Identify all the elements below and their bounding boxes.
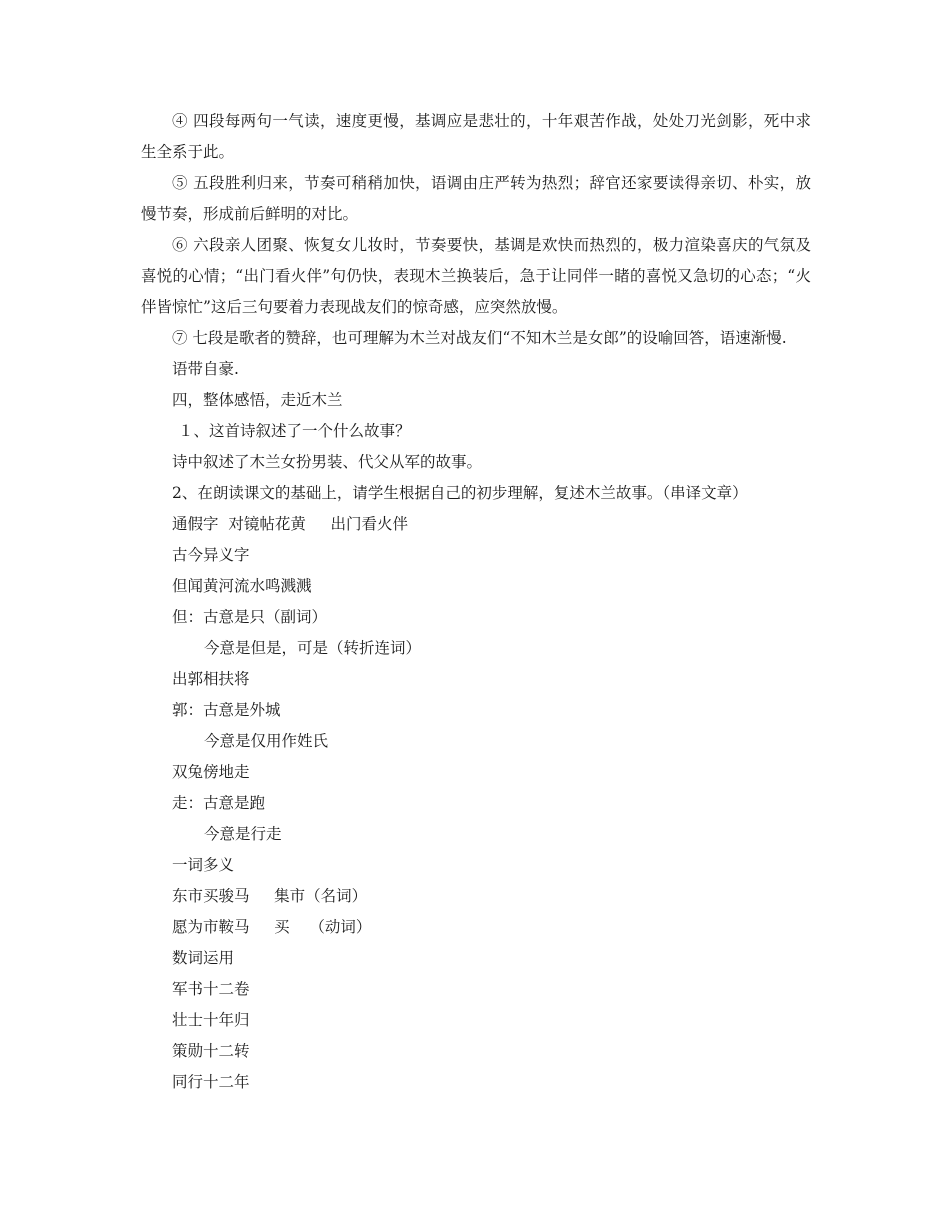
tongjia-line: 通假字 对镜帖花黄 出门看火伴	[172, 515, 408, 533]
example-3-old-meaning: 走：古意是跑	[172, 794, 266, 812]
example-1-old-meaning: 但：古意是只（副词）	[172, 608, 328, 626]
example-2-new-meaning: 今意是仅用作姓氏	[204, 732, 329, 750]
question-1: １、这首诗叙述了一个什么故事？	[178, 422, 411, 440]
polysemy-2: 愿为市鞍马 买 （动词）	[172, 918, 372, 936]
paragraph-7-continuation: 语带自豪.	[172, 360, 239, 378]
numeral-heading: 数词运用	[172, 949, 235, 967]
paragraph-6: ⑥ 六段亲人团聚、恢复女儿妆时，节奏要快，基调是欢快而热烈的，极力渲染喜庆的气氛及喜悦的心情；“出门看火伴”句仍快，表现木兰换装后，急于让同伴一睹的喜悦又急切的心态；“火伴皆惊忙”这后三句要着力表现战友们的惊奇感，应突然放慢。	[141, 236, 811, 316]
numeral-4: 同行十二年	[172, 1073, 250, 1091]
question-2: 2、在朗读课文的基础上，请学生根据自己的初步理解，复述木兰故事。（串译文章）	[172, 484, 748, 502]
example-1-new-meaning: 今意是但是，可是（转折连词）	[204, 639, 422, 657]
gujin-heading: 古今异义字	[172, 546, 250, 564]
example-2: 出郭相扶将	[172, 670, 250, 688]
paragraph-7: ⑦ 七段是歌者的赞辞，也可理解为木兰对战友们“不知木兰是女郎”的设喻回答，语速渐慢.	[172, 329, 787, 347]
example-2-old-meaning: 郭：古意是外城	[172, 701, 281, 719]
numeral-2: 壮士十年归	[172, 1011, 250, 1029]
polysemy-heading: 一词多义	[172, 856, 235, 874]
polysemy-1: 东市买骏马 集市（名词）	[172, 887, 368, 905]
paragraph-5: ⑤ 五段胜利归来，节奏可稍稍加快，语调由庄严转为热烈；辞官还家要读得亲切、朴实，放慢节奏，形成前后鲜明的对比。	[141, 174, 811, 223]
example-3: 双兔傍地走	[172, 763, 250, 781]
example-1: 但闻黄河流水鸣溅溅	[172, 577, 312, 595]
answer-1: 诗中叙述了木兰女扮男装、代父从军的故事。	[172, 453, 483, 471]
numeral-3: 策勋十二转	[172, 1042, 250, 1060]
document-body	[141, 106, 811, 1098]
section-heading: 四，整体感悟，走近木兰	[172, 391, 343, 409]
paragraph-4: ④ 四段每两句一气读，速度更慢，基调应是悲壮的，十年艰苦作战，处处刀光剑影，死中求生全系于此。	[141, 112, 811, 161]
example-3-new-meaning: 今意是行走	[204, 825, 282, 843]
numeral-1: 军书十二卷	[172, 980, 250, 998]
